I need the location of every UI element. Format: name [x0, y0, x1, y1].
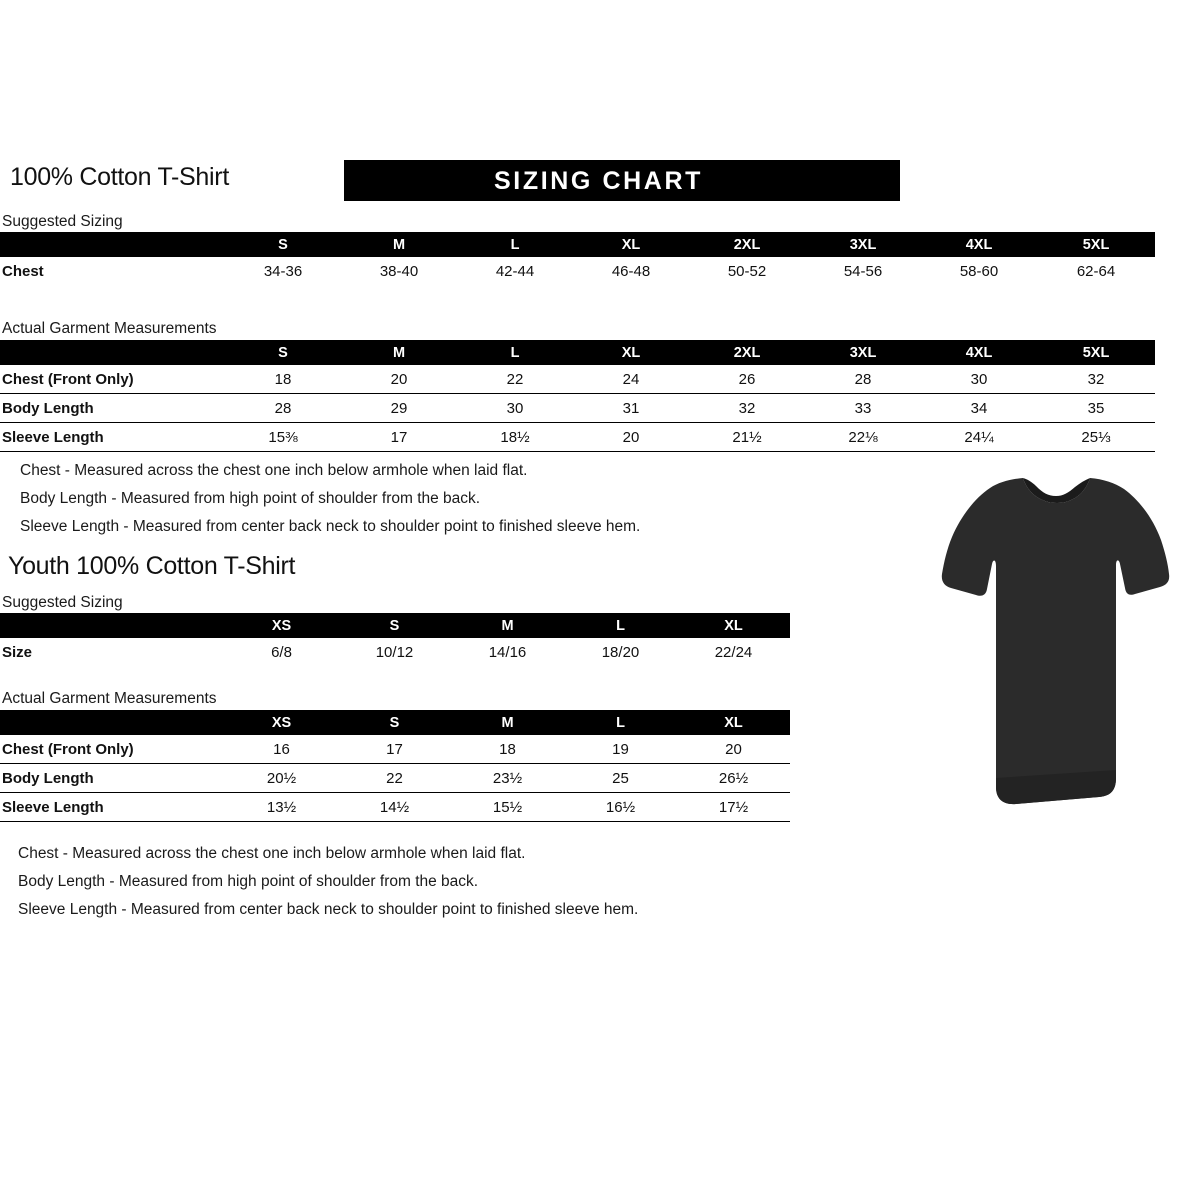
header-cell: 2XL: [689, 232, 805, 257]
row-label: Chest (Front Only): [0, 365, 225, 394]
table-row: [0, 365, 1155, 394]
table-cell: 24¼: [921, 423, 1037, 452]
adult-note: Sleeve Length - Measured from center back neck to shoulder point to finished sleeve hem.: [20, 518, 641, 535]
adult-actual-table: [0, 340, 1155, 452]
table-cell: 10/12: [375, 643, 414, 661]
table-cell: 34-36: [263, 262, 303, 280]
table-cell: 30: [921, 365, 1037, 394]
header-cell: [0, 232, 225, 257]
header-cell: [0, 710, 225, 735]
table-header-row: [0, 613, 790, 638]
row-label: Size: [2, 643, 33, 661]
header-cell: M: [341, 340, 457, 365]
header-cell: XS: [225, 613, 338, 638]
table-cell: 30: [457, 394, 573, 423]
table-cell: 32: [1037, 365, 1155, 394]
row-label: Sleeve Length: [0, 793, 225, 822]
table-cell: 15⅜: [225, 423, 341, 452]
header-cell: L: [564, 613, 677, 638]
header-cell: 5XL: [1037, 340, 1155, 365]
header-cell: XL: [677, 710, 790, 735]
table-row: [0, 257, 1155, 285]
table-cell: 22: [457, 365, 573, 394]
table-cell: 23½: [451, 764, 564, 793]
table-cell: 14½: [338, 793, 451, 822]
header-cell: M: [341, 232, 457, 257]
table-cell: 19: [564, 735, 677, 764]
table-cell: 31: [573, 394, 689, 423]
header-cell: [0, 340, 225, 365]
table-cell: 17: [338, 735, 451, 764]
table-cell: 54-56: [843, 262, 883, 280]
header-cell: XS: [225, 710, 338, 735]
table-cell: 33: [805, 394, 921, 423]
header-cell: L: [457, 232, 573, 257]
sizing-chart-banner: [344, 160, 900, 201]
table-cell: 18: [451, 735, 564, 764]
adult-note: Body Length - Measured from high point of shoulder from the back.: [20, 490, 481, 507]
header-cell: L: [564, 710, 677, 735]
table-cell: 18: [225, 365, 341, 394]
table-row: [0, 793, 790, 822]
table-header-row: [0, 710, 790, 735]
youth-actual-label: Actual Garment Measurements: [2, 690, 217, 707]
row-label: Chest (Front Only): [0, 735, 225, 764]
table-cell: 20: [677, 735, 790, 764]
table-cell: 29: [341, 394, 457, 423]
header-cell: 4XL: [921, 232, 1037, 257]
table-cell: 34: [921, 394, 1037, 423]
product-title: 100% Cotton T-Shirt: [10, 163, 229, 191]
youth-note: Chest - Measured across the chest one inch below armhole when laid flat.: [18, 845, 526, 862]
table-cell: 28: [225, 394, 341, 423]
table-cell: 17: [341, 423, 457, 452]
table-cell: 18/20: [601, 643, 640, 661]
table-cell: 62-64: [1076, 262, 1116, 280]
youth-suggested-label: Suggested Sizing: [2, 594, 123, 611]
table-cell: 35: [1037, 394, 1155, 423]
header-cell: 4XL: [921, 340, 1037, 365]
header-cell: 5XL: [1037, 232, 1155, 257]
table-header-row: [0, 340, 1155, 365]
table-header-row: [0, 232, 1155, 257]
table-cell: 28: [805, 365, 921, 394]
header: [10, 160, 900, 202]
header-cell: S: [338, 710, 451, 735]
row-label: Body Length: [0, 394, 225, 423]
header-cell: 2XL: [689, 340, 805, 365]
table-cell: 25⅓: [1037, 423, 1155, 452]
header-cell: S: [225, 232, 341, 257]
table-cell: 20: [573, 423, 689, 452]
youth-actual-table: [0, 710, 790, 822]
table-cell: 17½: [677, 793, 790, 822]
t-shirt-illustration: [895, 478, 1175, 808]
table-cell: 20½: [225, 764, 338, 793]
sizing-chart-banner-label: SIZING CHART: [494, 167, 703, 195]
table-cell: 22⅛: [805, 423, 921, 452]
table-cell: 50-52: [727, 262, 767, 280]
table-cell: 14/16: [488, 643, 527, 661]
adult-actual-label: Actual Garment Measurements: [2, 320, 217, 337]
table-cell: 16½: [564, 793, 677, 822]
table-cell: 22/24: [714, 643, 753, 661]
header-cell: S: [338, 613, 451, 638]
header-cell: XL: [573, 232, 689, 257]
table-cell: 58-60: [959, 262, 999, 280]
header-cell: M: [451, 710, 564, 735]
header-cell: 3XL: [805, 340, 921, 365]
table-cell: 15½: [451, 793, 564, 822]
table-cell: 26½: [677, 764, 790, 793]
table-cell: 16: [225, 735, 338, 764]
youth-note: Body Length - Measured from high point of shoulder from the back.: [18, 873, 479, 890]
table-cell: 38-40: [379, 262, 419, 280]
table-row: [0, 638, 790, 666]
table-cell: 25: [564, 764, 677, 793]
table-cell: 22: [338, 764, 451, 793]
youth-suggested-table: [0, 613, 790, 666]
header-cell: M: [451, 613, 564, 638]
table-cell: 20: [341, 365, 457, 394]
table-row: [0, 735, 790, 764]
table-cell: 24: [573, 365, 689, 394]
table-row: [0, 423, 1155, 452]
header-cell: [0, 613, 225, 638]
table-cell: 42-44: [495, 262, 535, 280]
table-cell: 13½: [225, 793, 338, 822]
table-cell: 26: [689, 365, 805, 394]
row-label: Sleeve Length: [0, 423, 225, 452]
table-cell: 46-48: [611, 262, 651, 280]
header-cell: XL: [677, 613, 790, 638]
adult-suggested-label: Suggested Sizing: [2, 213, 123, 230]
table-cell: 32: [689, 394, 805, 423]
adult-note: Chest - Measured across the chest one inch below armhole when laid flat.: [20, 462, 528, 479]
table-cell: 21½: [689, 423, 805, 452]
table-cell: 18½: [457, 423, 573, 452]
header-cell: 3XL: [805, 232, 921, 257]
row-label: Chest: [2, 262, 44, 280]
header-cell: S: [225, 340, 341, 365]
table-row: [0, 394, 1155, 423]
youth-section-title: Youth 100% Cotton T-Shirt: [8, 552, 296, 580]
row-label: Body Length: [0, 764, 225, 793]
header-cell: XL: [573, 340, 689, 365]
header-cell: L: [457, 340, 573, 365]
youth-note: Sleeve Length - Measured from center back neck to shoulder point to finished sleeve hem.: [18, 901, 639, 918]
table-cell: 6/8: [271, 643, 292, 661]
adult-suggested-table: [0, 232, 1155, 285]
table-row: [0, 764, 790, 793]
